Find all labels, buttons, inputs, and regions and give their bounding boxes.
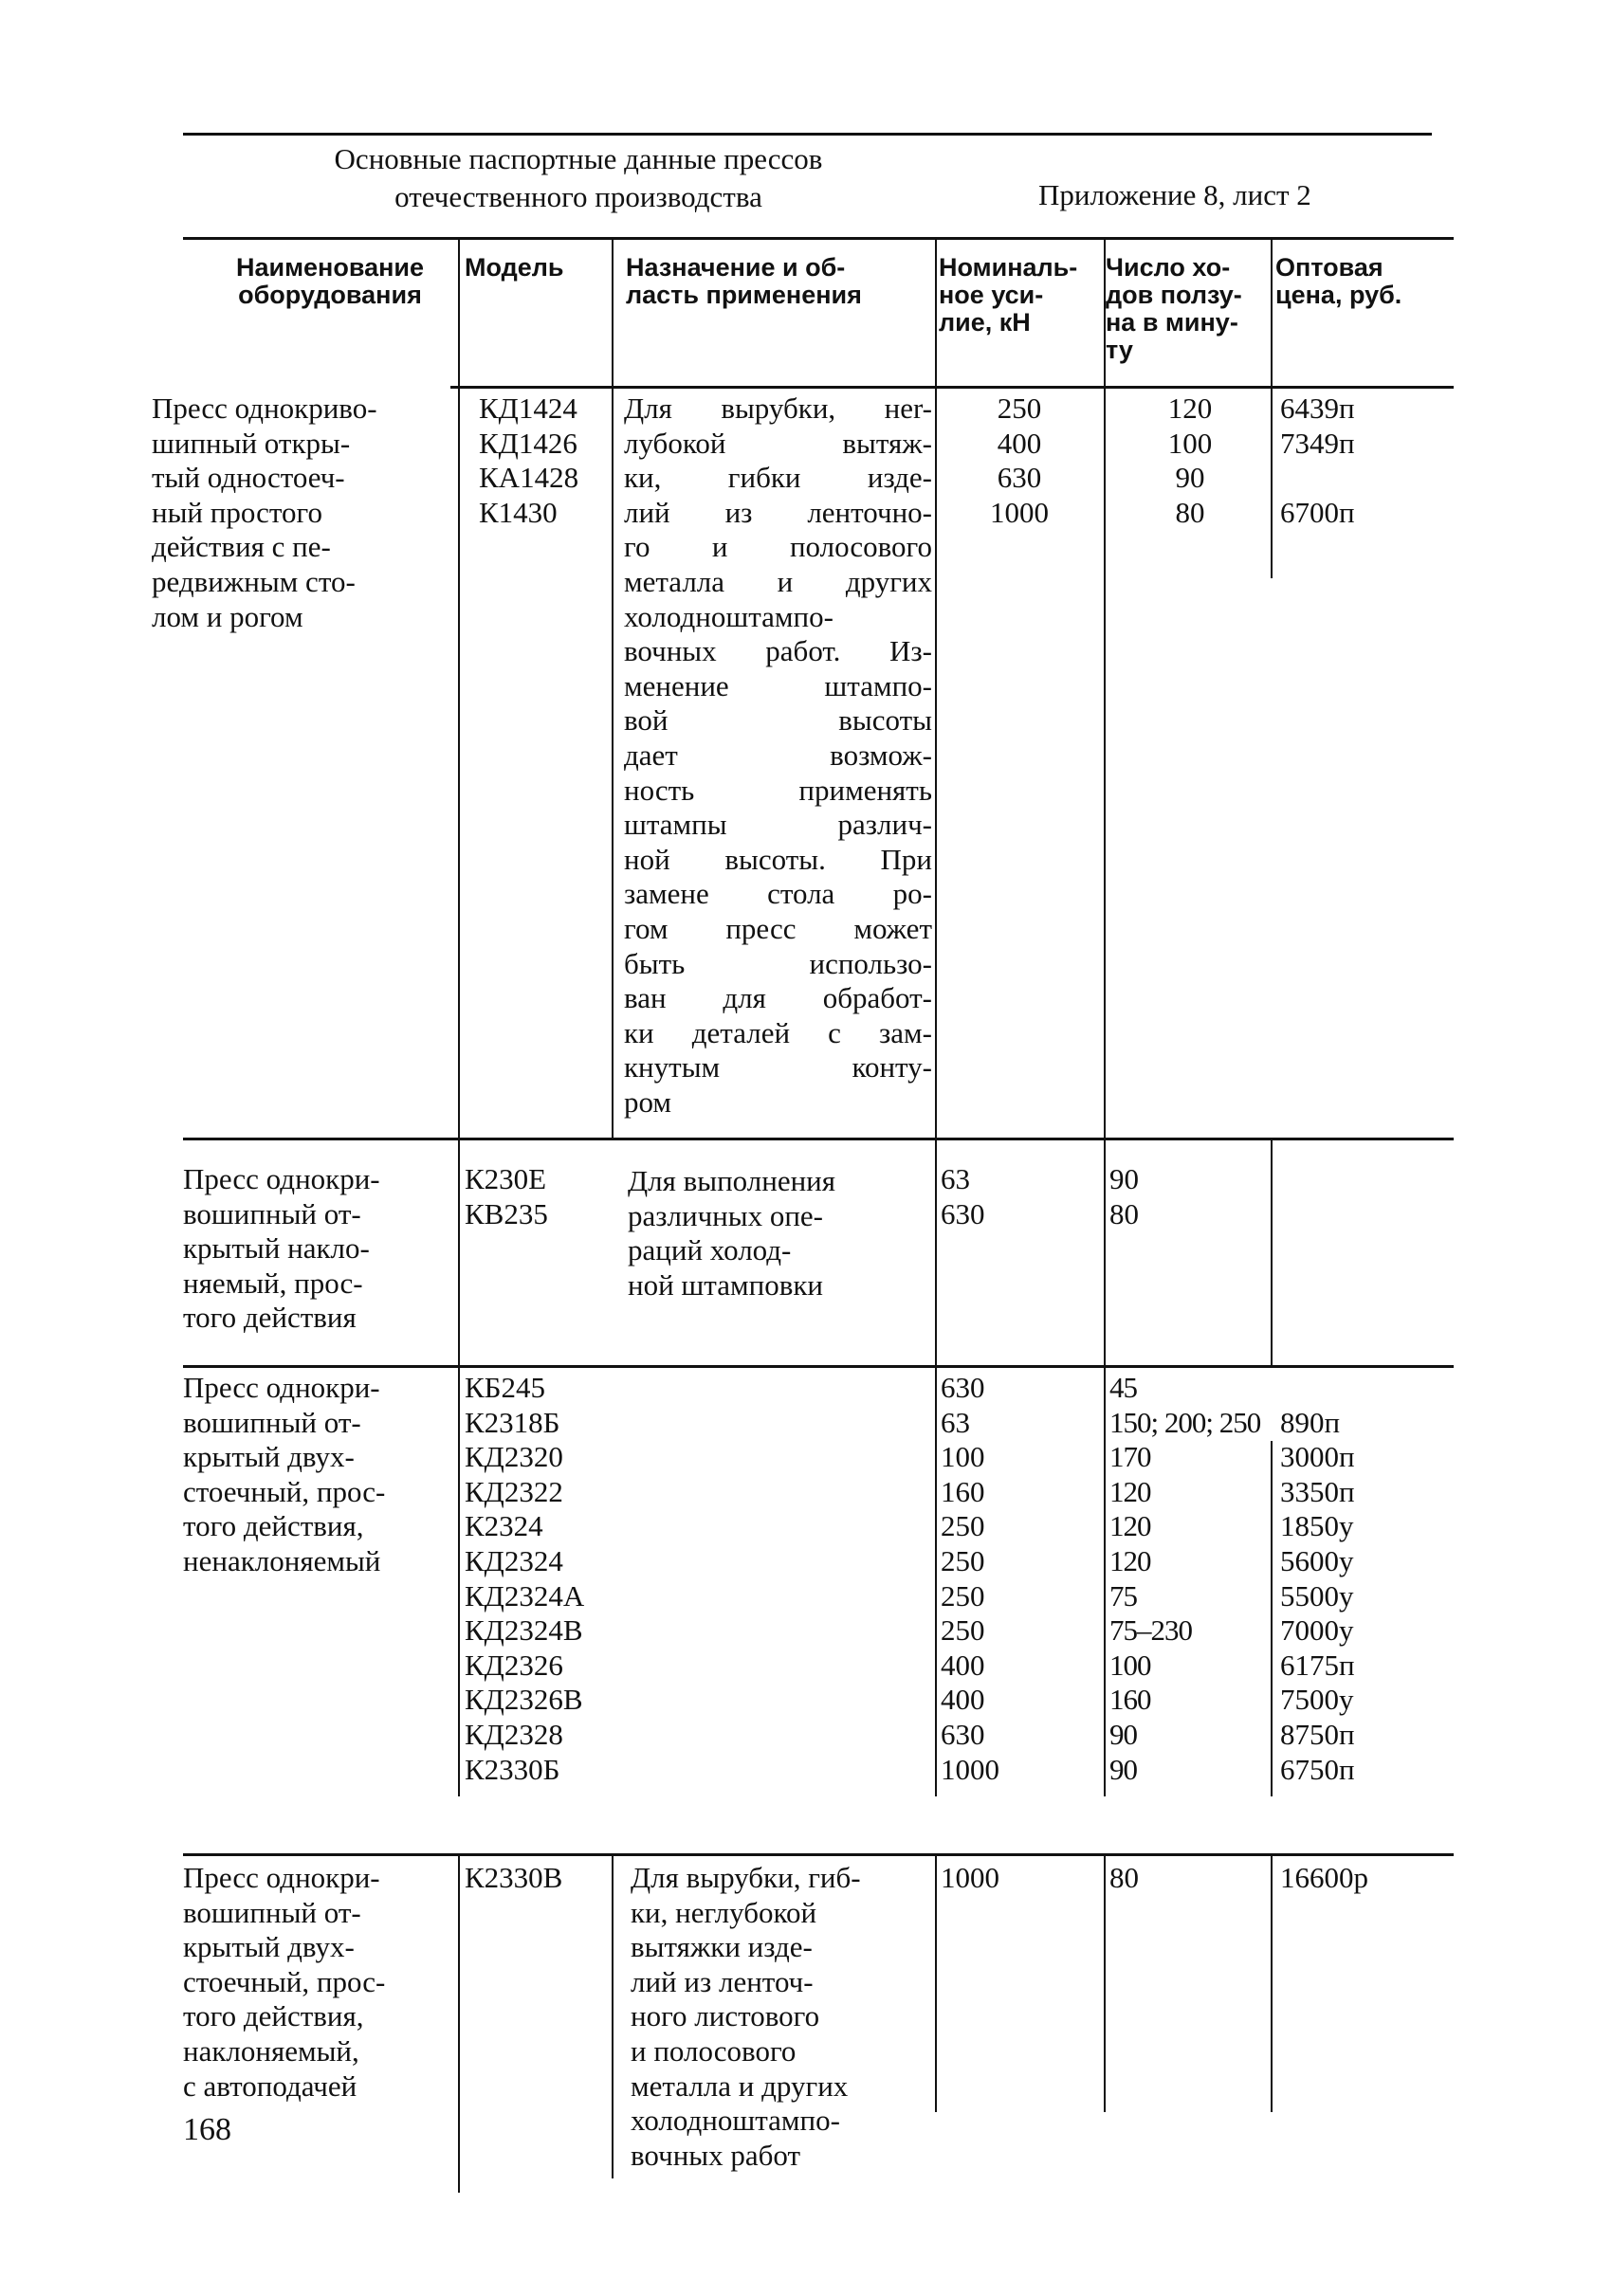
group-4-purpose xyxy=(631,1861,934,2173)
equipment-name-line: тый одностоеч- xyxy=(152,461,345,495)
equipment-name-line: Пресс однокри- xyxy=(183,1861,380,1894)
price-cell xyxy=(1280,1371,1432,1406)
table-title-line-2: отечественного производства xyxy=(394,180,762,213)
model-cell: КД2322 xyxy=(465,1474,563,1508)
model-cell: КД2328 xyxy=(465,1717,563,1751)
purpose-line: кнутым конту- xyxy=(624,1050,932,1084)
table-title-line-1: Основные паспортные данные прессов xyxy=(334,142,823,175)
column-header-purpose xyxy=(626,254,929,309)
column-divider xyxy=(458,1368,460,1796)
price-cell: 7000у xyxy=(1280,1613,1354,1648)
column-header-line: Число хо- xyxy=(1106,253,1231,282)
purpose-line: ность применять xyxy=(624,773,932,807)
model-cell: КД1424 xyxy=(479,392,577,425)
group-3-models xyxy=(465,1371,616,1787)
purpose-line: Для вырубки, неr- xyxy=(624,392,932,425)
model-cell: КД2324 xyxy=(465,1543,563,1577)
equipment-name-line: Пресс однокриво- xyxy=(152,392,377,425)
equipment-name-line: с автоподачей xyxy=(183,2068,357,2103)
model-cell: К230Е xyxy=(465,1162,547,1195)
force-cell: 630 xyxy=(997,461,1042,495)
equipment-name-line: стоечный, прос- xyxy=(183,1964,386,1998)
group-2-purpose xyxy=(628,1164,931,1303)
strokes-cell: 80 xyxy=(1109,1861,1139,1894)
purpose-line: менение штампо- xyxy=(624,668,932,702)
purpose-line: металла и других xyxy=(631,2068,849,2103)
column-header-price xyxy=(1275,254,1451,309)
model-cell: К2330В xyxy=(465,1861,563,1894)
column-divider xyxy=(1271,1856,1273,2112)
group-2-name xyxy=(183,1162,449,1336)
model-cell: КД2320 xyxy=(465,1440,563,1474)
price-cell: 8750п xyxy=(1280,1717,1355,1751)
column-header-line: Оптовая xyxy=(1275,253,1383,282)
column-divider xyxy=(1104,389,1106,1138)
strokes-cell: 90 xyxy=(1109,1752,1137,1786)
group-4-models xyxy=(465,1861,607,1896)
column-divider xyxy=(935,1368,937,1796)
strokes-cell: 120 xyxy=(1109,1474,1151,1508)
force-cell: 630 xyxy=(941,1196,985,1230)
force-cell: 250 xyxy=(941,1543,985,1577)
model-cell: КВ235 xyxy=(465,1196,548,1230)
column-divider xyxy=(935,1856,937,2112)
equipment-name-line: вошипный от- xyxy=(183,1895,361,1929)
column-divider xyxy=(458,1140,460,1365)
price-cell: 16600р xyxy=(1280,1861,1368,1894)
group-4-force xyxy=(941,1861,1092,1896)
model-cell: КД2326 xyxy=(465,1648,563,1682)
model-cell: КА1428 xyxy=(479,461,579,495)
column-divider xyxy=(935,389,937,1138)
group-2-separator xyxy=(183,1365,1454,1368)
column-divider xyxy=(612,389,614,1138)
header-divider xyxy=(935,239,937,386)
equipment-name-line: няемый, прос- xyxy=(183,1266,363,1300)
strokes-cell: 75–230 xyxy=(1109,1613,1192,1648)
force-cell: 630 xyxy=(941,1717,985,1751)
price-cell: 5600у xyxy=(1280,1543,1354,1577)
purpose-line: различных опе- xyxy=(628,1198,823,1232)
purpose-line: ром xyxy=(624,1084,672,1119)
group-3-force xyxy=(941,1371,1092,1787)
force-cell: 63 xyxy=(941,1405,970,1439)
force-cell: 630 xyxy=(941,1371,985,1404)
header-divider xyxy=(1271,239,1273,386)
group-4-strokes xyxy=(1109,1861,1261,1896)
force-cell: 400 xyxy=(997,426,1042,460)
column-header-name xyxy=(216,254,444,309)
group-4-price xyxy=(1280,1861,1441,1896)
force-cell: 100 xyxy=(941,1440,985,1474)
column-header-line: лие, кН xyxy=(939,308,1031,337)
purpose-line: дает возмож- xyxy=(624,738,932,772)
force-cell: 250 xyxy=(941,1613,985,1648)
model-cell: КД2324В xyxy=(465,1613,583,1648)
strokes-cell: 160 xyxy=(1109,1683,1151,1717)
equipment-name-line: того действия xyxy=(183,1301,357,1335)
purpose-line: металла и других xyxy=(624,564,932,598)
price-cell: 3350п xyxy=(1280,1474,1355,1508)
column-header-line: оборудования xyxy=(238,281,422,309)
strokes-cell: 90 xyxy=(1109,1162,1139,1195)
equipment-name-line: крытый накло- xyxy=(183,1231,370,1266)
purpose-line: замене стола ро- xyxy=(624,877,932,911)
group-3-strokes xyxy=(1109,1371,1275,1787)
equipment-name-line: лом и рогом xyxy=(152,599,303,633)
header-divider xyxy=(458,239,460,386)
equipment-name-line: того действия, xyxy=(183,1509,364,1543)
purpose-line: вочных работ. Из- xyxy=(624,634,932,668)
purpose-line: штампы различ- xyxy=(624,808,932,842)
strokes-cell: 80 xyxy=(1175,495,1205,529)
equipment-name-line: крытый двух- xyxy=(183,1440,355,1474)
column-header-line: Назначение и об- xyxy=(626,253,846,282)
force-cell: 400 xyxy=(941,1683,985,1717)
group-2-strokes xyxy=(1109,1162,1261,1231)
strokes-cell: 75 xyxy=(1109,1578,1137,1613)
column-header-force xyxy=(939,254,1109,337)
model-cell: К2318Б xyxy=(465,1405,560,1439)
equipment-name-line: стоечный, прос- xyxy=(183,1474,386,1508)
group-1-models xyxy=(479,392,607,530)
column-header-line: Модель xyxy=(465,253,564,282)
column-header-model xyxy=(465,254,616,282)
purpose-line: ки деталей с зам- xyxy=(624,1015,932,1049)
price-cell: 1850у xyxy=(1280,1509,1354,1543)
strokes-cell: 120 xyxy=(1109,1509,1151,1543)
strokes-cell: 90 xyxy=(1109,1717,1137,1751)
group-1-price xyxy=(1280,392,1422,530)
model-cell: К2324 xyxy=(465,1509,543,1543)
column-header-line: Наименование xyxy=(235,253,425,282)
purpose-line: ной штамповки xyxy=(628,1267,823,1302)
header-top-rule xyxy=(183,237,1454,240)
column-header-line: ное уси- xyxy=(939,281,1044,309)
column-divider xyxy=(1271,1140,1273,1365)
equipment-name-line: действия с пе- xyxy=(152,530,331,564)
strokes-cell: 100 xyxy=(1167,426,1213,460)
group-3-separator xyxy=(183,1853,1454,1856)
strokes-cell: 170 xyxy=(1109,1440,1151,1474)
price-cell: 6175п xyxy=(1280,1648,1355,1682)
equipment-name-line: вошипный от- xyxy=(183,1405,361,1439)
price-cell: 890п xyxy=(1280,1405,1341,1439)
strokes-cell: 120 xyxy=(1109,1543,1151,1577)
force-cell: 250 xyxy=(941,1509,985,1543)
strokes-cell: 45 xyxy=(1109,1371,1137,1404)
equipment-name-line: Пресс однокри- xyxy=(183,1162,380,1195)
group-1-purpose xyxy=(624,392,932,1120)
group-3-name xyxy=(183,1371,458,1579)
column-header-line: цена, руб. xyxy=(1275,281,1402,309)
page-number: 168 xyxy=(183,2112,231,2147)
column-header-strokes xyxy=(1106,254,1272,364)
purpose-line: гом пресс может xyxy=(624,911,932,945)
model-cell: КД1426 xyxy=(479,426,577,460)
equipment-name-line: шипный откры- xyxy=(152,426,351,460)
force-cell: 1000 xyxy=(941,1752,999,1786)
header-divider xyxy=(612,239,614,386)
equipment-name-line: крытый двух- xyxy=(183,1930,355,1964)
strokes-cell: 90 xyxy=(1175,461,1205,495)
price-cell: 6439п xyxy=(1280,392,1355,425)
purpose-line: вытяжки изде- xyxy=(631,1930,813,1964)
purpose-line: и полосового xyxy=(631,2033,797,2068)
purpose-line: Для выполнения xyxy=(628,1164,836,1197)
model-cell: К1430 xyxy=(479,495,558,529)
model-cell: К2330Б xyxy=(465,1752,560,1786)
column-divider xyxy=(458,389,460,1138)
strokes-cell: 80 xyxy=(1109,1196,1139,1230)
purpose-line: лубокой вытяж- xyxy=(624,426,932,460)
force-cell: 400 xyxy=(941,1648,985,1682)
column-header-line: Номиналь- xyxy=(939,253,1078,282)
equipment-name-line: наклоняемый, xyxy=(183,2033,359,2068)
purpose-line: холодноштампо- xyxy=(631,2104,840,2138)
column-divider xyxy=(1271,389,1273,578)
price-cell: 6750п xyxy=(1280,1752,1355,1786)
price-cell: 7349п xyxy=(1280,426,1355,460)
equipment-name-line: вошипный от- xyxy=(183,1196,361,1230)
purpose-line: ван для обработ- xyxy=(624,981,932,1015)
price-cell: 3000п xyxy=(1280,1440,1355,1474)
purpose-line: лий из ленточно- xyxy=(624,495,932,529)
group-1-name xyxy=(152,392,446,634)
column-header-line: на в мину- xyxy=(1106,308,1238,337)
force-cell: 250 xyxy=(997,392,1042,425)
price-cell: 6700п xyxy=(1280,495,1355,529)
column-divider xyxy=(1104,1140,1106,1365)
header-bottom-rule xyxy=(450,386,1454,389)
equipment-name-line: Пресс однокри- xyxy=(183,1371,380,1404)
equipment-name-line: ный простого xyxy=(152,495,322,529)
column-divider xyxy=(1104,1368,1106,1796)
price-cell: 7500у xyxy=(1280,1683,1354,1717)
purpose-line: вочных работ xyxy=(631,2138,801,2172)
group-1-separator xyxy=(183,1138,1454,1140)
column-divider xyxy=(612,1856,614,2178)
force-cell: 1000 xyxy=(990,495,1049,529)
group-1-strokes xyxy=(1138,392,1242,530)
purpose-line: лий из ленточ- xyxy=(631,1964,814,1998)
group-1-force xyxy=(967,392,1072,530)
group-4-name xyxy=(183,1861,458,2104)
strokes-cell: 100 xyxy=(1109,1648,1151,1682)
equipment-name-line: ненаклоняемый xyxy=(183,1543,381,1577)
table-title xyxy=(275,140,882,216)
column-divider xyxy=(458,1856,460,2193)
top-rule xyxy=(183,133,1432,136)
force-cell: 1000 xyxy=(941,1861,999,1894)
equipment-name-line: того действия, xyxy=(183,1999,364,2033)
strokes-cell: 150; 200; 250 xyxy=(1109,1405,1261,1439)
strokes-cell: 120 xyxy=(1167,392,1213,425)
purpose-line: раций холод- xyxy=(628,1233,792,1267)
header-divider xyxy=(1104,239,1106,386)
column-header-line: дов ползу- xyxy=(1106,281,1242,309)
equipment-name-line: редвижным сто- xyxy=(152,564,356,598)
price-cell: 5500у xyxy=(1280,1578,1354,1613)
purpose-line: быть использо- xyxy=(624,946,932,980)
force-cell: 160 xyxy=(941,1474,985,1508)
force-cell: 250 xyxy=(941,1578,985,1613)
price-cell xyxy=(1280,461,1422,496)
model-cell: КД2324А xyxy=(465,1578,585,1613)
purpose-line: Для вырубки, гиб- xyxy=(631,1861,861,1894)
group-2-models xyxy=(465,1162,597,1231)
purpose-line: ного листового xyxy=(631,1999,820,2033)
appendix-label: Приложение 8, лист 2 xyxy=(1038,178,1311,211)
model-cell: КД2326В xyxy=(465,1683,583,1717)
column-divider xyxy=(1104,1856,1106,2112)
group-2-force xyxy=(941,1162,1092,1231)
group-3-price xyxy=(1280,1371,1432,1787)
purpose-line: ки, гибки изде- xyxy=(624,461,932,495)
purpose-line: холодноштампо- xyxy=(624,599,833,633)
purpose-line: ки, неглубокой xyxy=(631,1895,817,1929)
purpose-line: ной высоты. При xyxy=(624,842,932,876)
force-cell: 63 xyxy=(941,1162,970,1195)
purpose-line: го и полосового xyxy=(624,530,932,564)
column-header-line: ту xyxy=(1106,336,1133,364)
purpose-line: вой высоты xyxy=(624,703,932,738)
model-cell: КБ245 xyxy=(465,1371,545,1404)
column-divider xyxy=(935,1140,937,1365)
column-header-line: ласть применения xyxy=(626,281,862,309)
